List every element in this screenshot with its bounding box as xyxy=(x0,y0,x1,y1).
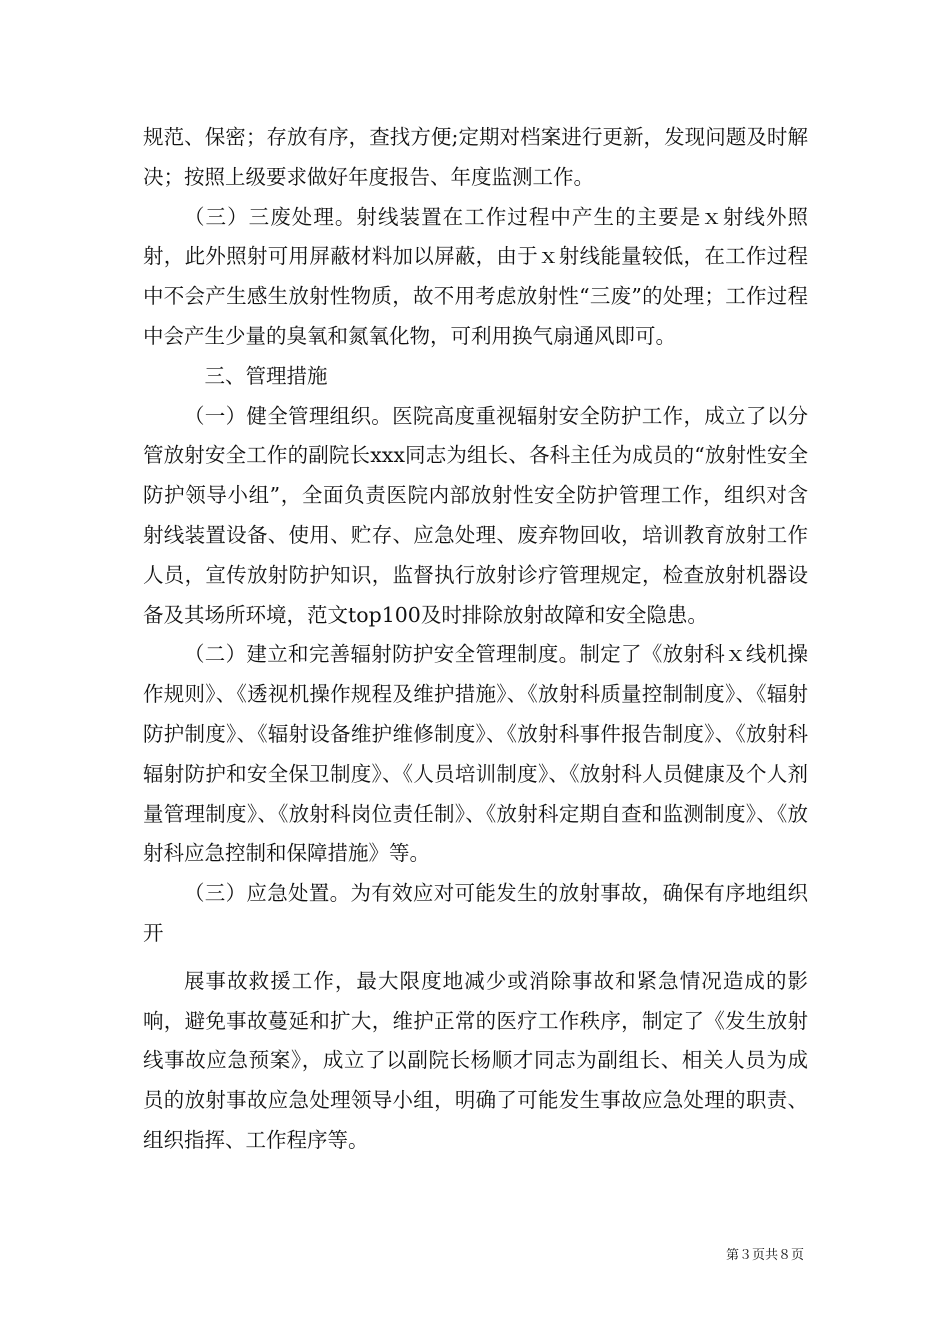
document-body xyxy=(143,118,808,1161)
page-number-footer: 第３页共８页 xyxy=(725,1248,804,1263)
section-heading-management-measures: 三、管理措施 xyxy=(204,363,328,388)
paragraph-archive-management: 规范、保密；存放有序，查找方便;定期对档案进行更新，发现问题及时解决；按照上级要求做好年度报告、年度监测工作。 xyxy=(143,125,808,189)
paragraph-safety-regulations: （二）建立和完善辐射防护安全管理制度。制定了《放射科ｘ线机操作规则》、《透视机操作规程及维护措施》、《放射科质量控制制度》、《辐射防护制度》、《辐射设备维护维修制度》、《放射科事件报告制度》、《放射科辐射防护和安全保卫制度》、《人员培训制度》、《放射科人员健康及个人剂量管理制度》、《放射科岗位责任制》、《放射科定期自查和监测制度》、《放射科应急控制和保障措施》等。 xyxy=(143,642,808,866)
paragraph-management-organization: （一）健全管理组织。医院高度重视辐射安全防护工作，成立了以分管放射安全工作的副院长xxx同志为组长、各科主任为成员的“放射性安全防护领导小组”，全面负责医院内部放射性安全防护管理工作，组织对含射线装置设备、使用、贮存、应急处理、废弃物回收，培训教育放射工作人员，宣传放射防护知识，监督执行放射诊疗管理规定，检查放射机器设备及其场所环境，范文top100及时排除放射故障和安全隐患。 xyxy=(143,403,808,627)
paragraph-emergency-response: （三）应急处置。为有效应对可能发生的放射事故，确保有序地组织开 xyxy=(143,881,808,945)
paragraph-waste-treatment: （三）三废处理。射线装置在工作过程中产生的主要是ｘ射线外照射，此外照射可用屏蔽材料加以屏蔽，由于ｘ射线能量较低，在工作过程中不会产生感生放射性物质，故不用考虑放射性“三废”的处理；工作过程中会产生少量的臭氧和氮氧化物，可利用换气扇通风即可。 xyxy=(143,204,808,348)
paragraph-emergency-plan: 展事故救援工作，最大限度地减少或消除事故和紧急情况造成的影响，避免事故蔓延和扩大，维护正常的医疗工作秩序，制定了《发生放射线事故应急预案》，成立了以副院长杨顺才同志为副组长、相关人员为成员的放射事故应急处理领导小组，明确了可能发生事故应急处理的职责、组织指挥、工作程序等。 xyxy=(143,968,808,1152)
paragraph-gap xyxy=(143,954,808,962)
